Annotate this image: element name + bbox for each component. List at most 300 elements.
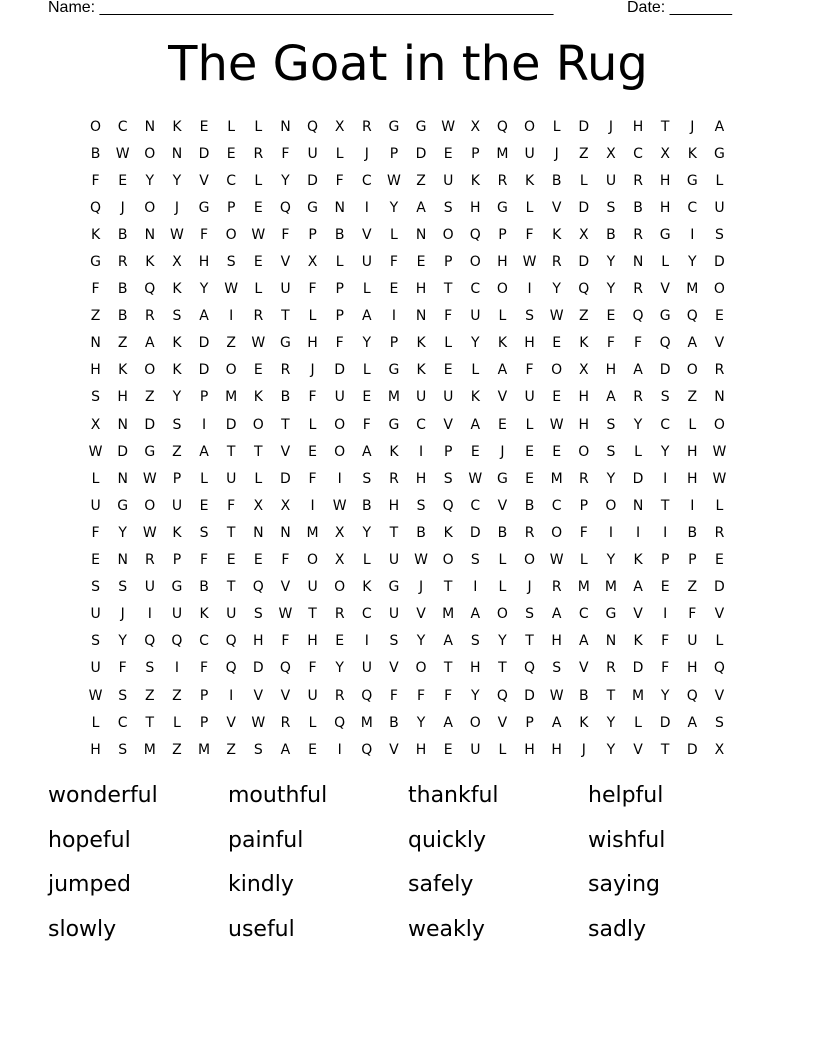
grid-letter: Z — [172, 687, 182, 704]
grid-letter: T — [281, 416, 290, 433]
grid-letter: U — [415, 389, 427, 406]
grid-letter: L — [634, 443, 642, 460]
grid-letter: X — [660, 145, 670, 162]
grid-letter: K — [90, 226, 101, 243]
grid-letter: O — [713, 281, 725, 298]
grid-letter: W — [332, 497, 347, 514]
grid-letter: I — [608, 524, 613, 541]
grid-letter: Q — [279, 660, 291, 677]
grid-letter: I — [174, 660, 179, 677]
grid-letter: R — [551, 254, 562, 271]
grid-letter: C — [687, 199, 698, 216]
grid-letter: G — [686, 172, 698, 189]
grid-letter: L — [715, 497, 724, 514]
grid-letter: Y — [118, 633, 127, 650]
grid-letter: H — [90, 741, 101, 758]
grid-row — [82, 411, 733, 438]
grid-letter: I — [229, 308, 234, 325]
grid-letter: E — [715, 308, 724, 325]
grid-letter: Y — [606, 254, 616, 271]
grid-letter: T — [145, 714, 155, 731]
grid-letter: Y — [606, 714, 616, 731]
word-bank-item: kindly — [228, 872, 294, 897]
grid-letter: B — [524, 497, 535, 514]
grid-letter: H — [117, 389, 128, 406]
word-bank-item: mouthful — [228, 783, 328, 808]
grid-letter: D — [578, 199, 590, 216]
grid-letter: K — [416, 362, 426, 379]
grid-letter: Q — [334, 714, 346, 731]
grid-letter: R — [389, 470, 399, 487]
grid-letter: H — [687, 470, 698, 487]
grid-letter: H — [470, 199, 481, 216]
grid-letter: R — [334, 687, 345, 704]
grid-row — [82, 438, 733, 465]
word-bank-item: hopeful — [48, 827, 131, 853]
grid-letter: G — [388, 579, 400, 596]
grid-letter: T — [308, 606, 317, 623]
grid-letter: C — [578, 606, 589, 623]
grid-letter: L — [254, 281, 263, 298]
grid-letter: M — [442, 606, 455, 623]
grid-row — [82, 248, 733, 275]
grid-letter: T — [443, 660, 453, 677]
grid-letter: H — [470, 660, 481, 677]
grid-letter: U — [388, 606, 400, 623]
grid-letter: Q — [252, 579, 264, 596]
grid-letter: K — [443, 524, 453, 541]
grid-letter: U — [470, 308, 481, 325]
grid-letter: G — [388, 118, 400, 135]
grid-letter: E — [253, 362, 263, 379]
grid-letter: R — [497, 172, 508, 189]
grid-letter: Y — [335, 660, 344, 677]
grid-letter: D — [578, 254, 590, 271]
grid-letter: U — [90, 497, 101, 514]
grid-letter: O — [578, 443, 590, 460]
grid-letter: A — [280, 741, 291, 758]
grid-letter: I — [663, 524, 668, 541]
grid-letter: X — [714, 741, 725, 758]
grid-letter: E — [552, 335, 562, 352]
grid-letter: U — [443, 172, 454, 189]
grid-letter: E — [308, 443, 317, 460]
grid-letter: E — [525, 443, 534, 460]
grid-letter: S — [389, 633, 399, 650]
grid-letter: F — [281, 226, 290, 243]
word-bank-item: slowly — [48, 916, 117, 942]
grid-letter: O — [144, 362, 156, 379]
grid-letter: G — [90, 254, 101, 271]
grid-letter: G — [497, 199, 508, 216]
grid-letter: F — [308, 389, 317, 406]
grid-letter: K — [172, 118, 182, 135]
grid-letter: X — [90, 416, 101, 433]
grid-letter: T — [389, 524, 399, 541]
grid-letter: D — [144, 416, 156, 433]
grid-letter: E — [91, 552, 100, 569]
grid-letter: Q — [90, 199, 102, 216]
grid-letter: U — [90, 660, 101, 677]
grid-letter: K — [172, 335, 182, 352]
grid-letter: F — [444, 687, 453, 704]
grid-letter: E — [253, 254, 263, 271]
grid-letter: M — [306, 524, 319, 541]
grid-letter: W — [251, 226, 266, 243]
letter-grid — [82, 113, 733, 763]
grid-letter: J — [120, 606, 125, 623]
grid-letter: K — [199, 606, 209, 623]
grid-row — [82, 682, 733, 709]
grid-letter: Z — [145, 389, 155, 406]
grid-letter: N — [605, 633, 617, 650]
grid-letter: F — [200, 552, 209, 569]
grid-letter: Q — [496, 687, 508, 704]
grid-letter: G — [415, 118, 427, 135]
grid-letter: O — [90, 118, 102, 135]
grid-letter: A — [362, 308, 372, 325]
grid-letter: F — [606, 335, 615, 352]
grid-letter: B — [579, 687, 589, 704]
grid-letter: D — [659, 362, 671, 379]
grid-letter: A — [633, 362, 643, 379]
grid-letter: O — [334, 443, 346, 460]
grid-letter: I — [201, 416, 207, 433]
grid-letter: L — [634, 714, 642, 731]
grid-letter: S — [660, 389, 670, 406]
grid-letter: K — [172, 281, 182, 298]
grid-letter: P — [226, 199, 236, 216]
grid-letter: Q — [225, 633, 237, 650]
grid-letter: F — [688, 606, 697, 623]
grid-letter: H — [90, 362, 101, 379]
grid-letter: O — [252, 416, 264, 433]
grid-letter: P — [443, 254, 453, 271]
grid-letter: W — [142, 524, 157, 541]
grid-letter: K — [579, 335, 589, 352]
grid-letter: A — [551, 714, 562, 731]
grid-letter: T — [281, 308, 290, 325]
grid-letter: I — [663, 606, 668, 623]
grid-letter: R — [280, 362, 291, 379]
grid-letter: A — [470, 416, 481, 433]
grid-letter: N — [280, 118, 291, 135]
grid-letter: A — [416, 199, 426, 216]
grid-letter: L — [579, 552, 588, 569]
grid-letter: E — [253, 199, 263, 216]
grid-letter: S — [443, 199, 453, 216]
grid-letter: G — [171, 579, 183, 596]
grid-letter: H — [524, 741, 535, 758]
grid-letter: B — [334, 226, 345, 243]
grid-letter: V — [714, 606, 725, 623]
grid-letter: L — [308, 714, 317, 731]
grid-row — [82, 574, 733, 601]
grid-letter: L — [471, 362, 480, 379]
grid-letter: Z — [226, 335, 236, 352]
grid-letter: D — [225, 416, 237, 433]
grid-letter: Q — [171, 633, 183, 650]
grid-letter: V — [551, 199, 562, 216]
grid-letter: Y — [606, 470, 616, 487]
grid-letter: F — [417, 687, 426, 704]
grid-letter: D — [686, 741, 698, 758]
grid-letter: J — [500, 443, 505, 460]
grid-letter: K — [253, 389, 263, 406]
grid-letter: M — [198, 741, 211, 758]
grid-letter: Q — [578, 281, 590, 298]
grid-row — [82, 492, 733, 519]
grid-letter: F — [308, 470, 317, 487]
grid-letter: A — [443, 633, 453, 650]
grid-letter: K — [416, 335, 426, 352]
grid-letter: S — [172, 308, 182, 325]
grid-letter: K — [172, 362, 182, 379]
grid-letter: W — [278, 606, 293, 623]
grid-letter: O — [334, 579, 346, 596]
grid-letter: N — [117, 416, 128, 433]
grid-letter: C — [361, 172, 372, 189]
grid-row — [82, 303, 733, 330]
grid-letter: A — [199, 308, 209, 325]
grid-letter: Y — [281, 172, 290, 189]
grid-letter: Y — [471, 335, 480, 352]
grid-letter: L — [362, 281, 371, 298]
grid-letter: H — [659, 199, 671, 216]
grid-row — [82, 113, 733, 140]
grid-letter: O — [469, 714, 481, 731]
grid-letter: A — [579, 633, 589, 650]
grid-letter: X — [307, 254, 318, 271]
grid-letter: Y — [606, 281, 616, 298]
grid-letter: O — [469, 254, 481, 271]
grid-letter: F — [227, 497, 236, 514]
grid-letter: H — [578, 416, 590, 433]
grid-letter: I — [364, 199, 369, 216]
grid-letter: H — [687, 443, 698, 460]
grid-letter: W — [549, 308, 564, 325]
grid-letter: U — [144, 579, 155, 596]
grid-letter: U — [443, 389, 454, 406]
grid-letter: I — [418, 443, 424, 460]
grid-letter: C — [551, 497, 562, 514]
grid-letter: W — [549, 416, 564, 433]
grid-letter: V — [280, 579, 291, 596]
grid-letter: Y — [688, 254, 697, 271]
grid-letter: A — [606, 389, 616, 406]
grid-letter: B — [497, 524, 508, 541]
grid-letter: D — [714, 254, 725, 271]
grid-letter: S — [91, 633, 100, 650]
grid-letter: R — [578, 470, 589, 487]
grid-letter: R — [361, 118, 372, 135]
grid-letter: F — [308, 281, 317, 298]
grid-letter: A — [497, 362, 508, 379]
grid-letter: E — [335, 633, 345, 650]
grid-letter: P — [525, 714, 534, 731]
grid-letter: L — [362, 362, 371, 379]
grid-letter: N — [144, 118, 156, 135]
grid-letter: J — [174, 199, 179, 216]
grid-letter: I — [635, 524, 641, 541]
grid-letter: N — [117, 552, 128, 569]
grid-letter: Z — [416, 172, 426, 189]
grid-letter: L — [498, 308, 507, 325]
grid-letter: O — [144, 145, 156, 162]
grid-letter: P — [471, 145, 480, 162]
grid-letter: Q — [144, 281, 156, 298]
grid-letter: V — [226, 714, 236, 731]
grid-row — [82, 167, 733, 194]
grid-letter: B — [90, 145, 101, 162]
grid-letter: F — [362, 416, 371, 433]
grid-letter: T — [443, 281, 453, 298]
grid-letter: H — [578, 389, 590, 406]
grid-letter: L — [552, 118, 561, 135]
grid-letter: E — [226, 552, 236, 569]
grid-letter: R — [144, 308, 155, 325]
grid-letter: Y — [118, 524, 127, 541]
grid-letter: W — [251, 335, 266, 352]
grid-letter: Y — [606, 741, 616, 758]
grid-letter: W — [522, 254, 537, 271]
grid-letter: I — [690, 497, 695, 514]
grid-letter: Q — [307, 118, 319, 135]
grid-letter: U — [171, 606, 183, 623]
grid-letter: E — [362, 389, 372, 406]
grid-letter: L — [308, 308, 317, 325]
grid-letter: Y — [660, 687, 670, 704]
grid-letter: Q — [686, 308, 698, 325]
grid-letter: H — [551, 633, 562, 650]
grid-letter: F — [118, 660, 127, 677]
grid-letter: Q — [144, 633, 156, 650]
grid-letter: V — [280, 443, 291, 460]
grid-letter: S — [253, 606, 263, 623]
date-field-label: Date: _______ — [627, 0, 732, 16]
grid-letter: G — [198, 199, 210, 216]
grid-letter: S — [145, 660, 155, 677]
grid-letter: L — [498, 741, 507, 758]
grid-letter: Y — [552, 281, 561, 298]
grid-letter: S — [606, 443, 616, 460]
grid-letter: O — [496, 606, 508, 623]
grid-letter: G — [307, 199, 318, 216]
grid-letter: F — [661, 633, 670, 650]
grid-letter: L — [254, 470, 263, 487]
grid-letter: V — [389, 741, 399, 758]
grid-letter: T — [498, 660, 507, 677]
word-bank-item: wishful — [588, 827, 666, 853]
grid-letter: W — [88, 443, 103, 460]
grid-letter: P — [660, 552, 670, 569]
grid-letter: G — [388, 416, 400, 433]
grid-letter: S — [606, 416, 616, 433]
grid-letter: E — [443, 145, 453, 162]
grid-letter: Q — [686, 687, 698, 704]
grid-letter: S — [91, 579, 100, 596]
grid-letter: B — [117, 226, 128, 243]
word-bank-item: saying — [588, 872, 660, 897]
grid-letter: H — [307, 335, 318, 352]
grid-letter: L — [173, 714, 181, 731]
grid-letter: L — [498, 579, 507, 596]
grid-letter: A — [714, 118, 725, 135]
grid-letter: S — [362, 470, 372, 487]
grid-letter: P — [199, 687, 209, 704]
grid-letter: T — [660, 118, 670, 135]
grid-letter: S — [470, 552, 480, 569]
grid-letter: P — [389, 335, 399, 352]
grid-letter: I — [364, 633, 369, 650]
grid-letter: W — [712, 443, 727, 460]
grid-letter: N — [632, 497, 644, 514]
grid-letter: O — [686, 362, 698, 379]
grid-letter: O — [551, 524, 563, 541]
grid-letter: N — [144, 226, 156, 243]
grid-letter: A — [687, 714, 698, 731]
grid-letter: K — [497, 335, 508, 352]
grid-letter: W — [115, 145, 130, 162]
grid-row — [82, 655, 733, 682]
grid-letter: R — [524, 524, 535, 541]
grid-letter: Q — [713, 660, 725, 677]
grid-letter: P — [389, 145, 399, 162]
grid-letter: H — [415, 470, 427, 487]
grid-letter: C — [361, 606, 372, 623]
grid-letter: P — [308, 226, 317, 243]
grid-letter: F — [335, 172, 344, 189]
grid-letter: M — [225, 389, 238, 406]
word-bank-item: sadly — [588, 916, 647, 942]
grid-letter: W — [224, 281, 239, 298]
word-bank-item: painful — [228, 827, 304, 853]
grid-letter: G — [497, 470, 508, 487]
grid-letter: D — [198, 145, 210, 162]
grid-letter: V — [443, 416, 453, 433]
grid-letter: G — [714, 145, 725, 162]
grid-letter: D — [415, 145, 427, 162]
grid-letter: B — [416, 524, 426, 541]
grid-letter: D — [524, 687, 535, 704]
grid-letter: D — [659, 714, 671, 731]
grid-letter: S — [118, 741, 128, 758]
grid-letter: Q — [361, 741, 373, 758]
grid-letter: G — [117, 497, 129, 514]
grid-letter: Z — [172, 443, 182, 460]
grid-row — [82, 709, 733, 736]
grid-letter: O — [334, 416, 346, 433]
grid-letter: M — [686, 281, 699, 298]
grid-row — [82, 547, 733, 574]
grid-letter: F — [661, 660, 670, 677]
grid-letter: C — [117, 714, 128, 731]
grid-letter: W — [88, 687, 103, 704]
grid-letter: C — [416, 416, 426, 433]
grid-letter: U — [90, 606, 101, 623]
grid-letter: X — [253, 497, 264, 514]
grid-letter: K — [633, 633, 643, 650]
grid-letter: F — [579, 524, 588, 541]
grid-letter: F — [91, 172, 100, 189]
word-bank-item: helpful — [588, 783, 664, 808]
grid-letter: M — [387, 389, 400, 406]
grid-letter: E — [253, 552, 263, 569]
grid-letter: G — [144, 443, 156, 460]
grid-letter: K — [362, 579, 372, 596]
grid-letter: V — [389, 660, 399, 677]
grid-letter: V — [199, 172, 209, 189]
